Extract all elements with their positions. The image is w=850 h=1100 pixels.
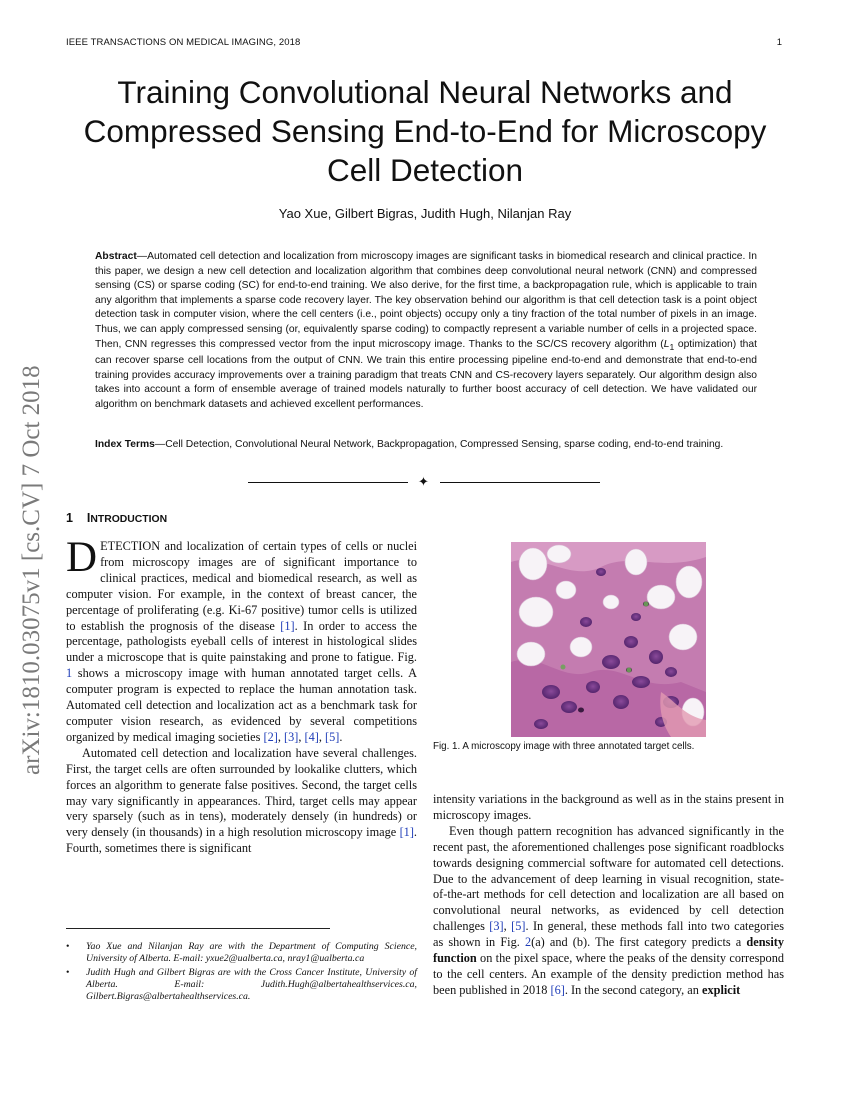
abstract — [95, 250, 757, 413]
p4-text-d: on the pixel space, where the peaks of the density correspond to the cell centers. An example of the density prediction method has been published in 2018 — [433, 951, 784, 997]
math-l: L — [663, 338, 670, 350]
index-terms — [95, 438, 757, 453]
citation-link[interactable]: [2] — [263, 729, 278, 744]
p4-text-c: (a) and (b). The first category predicts a — [531, 935, 747, 950]
citation-link[interactable]: [3] — [489, 919, 504, 934]
footnote-text: Judith Hugh and Gilbert Bigras are with the Cross Cancer Institute, University of Alberta. E-mail: Judith.Hugh@albertahealthservices.ca, Gilbert.Bigras@albertahealthservices.ca. — [86, 967, 417, 1003]
figure-1-caption: Fig. 1. A microscopy image with three annotated target cells. — [433, 741, 695, 752]
arxiv-stamp[interactable]: arXiv:1810.03075v1 [cs.CV] 7 Oct 2018 — [18, 365, 45, 775]
section-separator — [248, 476, 600, 488]
citation-link[interactable]: [1] — [280, 618, 295, 633]
intro-paragraph-1: DETECTION and localization of certain types of cells or nuclei from microscopy images are of significant importance to clinical practices, medical and biomedical research, as well as computer vision. For example, in the context of breast cancer, the percentage of proliferating (e.g. Ki-67 positive) tumor cells is utilized to establish the prognosis of the disease [1]. In order to access the percentage, pathologists eyeball cells of interest in histological slides under a microscope that is quite painstaking and prone to fatigue. Fig. 1 shows a microscopy image with human annotated target cells. A computer program is expected to replace the human annotation task. Automated cell detection and localization act as a benchmark task for computer vision research, as evidenced by several competitions organized by medical imaging societies [2], [3], [4], [5]. — [66, 534, 418, 744]
footnote-item — [66, 967, 417, 1003]
citation-link[interactable]: [5] — [325, 729, 340, 744]
intro-paragraph-2 — [66, 746, 417, 857]
citation-link[interactable]: [1] — [399, 825, 414, 840]
index-terms-label: Index Terms — [95, 439, 155, 450]
running-head: IEEE TRANSACTIONS ON MEDICAL IMAGING, 2018 — [66, 37, 301, 48]
page-number: 1 — [776, 37, 782, 48]
dropcap: D — [66, 534, 98, 581]
footnotes — [66, 941, 417, 1005]
citation-link[interactable]: [4] — [304, 729, 319, 744]
left-column — [66, 534, 418, 857]
author-list: Yao Xue, Gilbert Bigras, Judith Hugh, Nilanjan Ray — [278, 206, 572, 221]
section-heading — [66, 511, 167, 525]
right-column — [433, 792, 784, 999]
p2-text-a: Automated cell detection and localization have several challenges. First, the target cells are often surrounded by lookalike clutters, which forces an algorithm to generate false positives. Second, the target cells may vary significantly in appearances. Third, target cells may appear very sparsely (such as in tens), moderately densely (in hundreds) or very densely (in thousands) in a high resolution microscopy image — [66, 745, 417, 840]
figure-link[interactable]: 2 — [524, 935, 532, 950]
bullet-icon: • — [66, 967, 70, 979]
citation-link[interactable]: [3] — [284, 729, 299, 744]
bold-term: density function — [433, 935, 784, 966]
index-terms-text: —Cell Detection, Convolutional Neural Network, Backpropagation, Compressed Sensing, sparse coding, end-to-end training. — [154, 439, 724, 450]
figure-1-image — [511, 542, 706, 737]
bullet-icon: • — [66, 941, 70, 952]
p1-text-c: shows a microscopy image with human annotated target cells. A computer program is expected to replace the human annotation task. Automated cell detection and localization act as a benchmark task for computer vision research, as evidenced by several competitions organized by medical imaging societies — [66, 666, 417, 744]
separator-line-right — [440, 482, 600, 483]
footnote-item — [66, 941, 417, 965]
abstract-text-2: optimization) that can recover sparse cell locations from the output of CNN. We train this entire processing pipeline end-to-end and demonstrate that end-to-end training provides accuracy improvements over a training paradigm that treats CNN and CS-recovery layers separately. Our algorithm design also takes into account a form of ensemble average of trained models naturally to further boost accuracy of cell detection. We have validated our algorithm on benchmark datasets and achieved excellent performances. — [95, 338, 757, 410]
separator-line-left — [248, 482, 408, 483]
diamond-icon: ✦ — [418, 474, 429, 489]
citation-link[interactable]: [6] — [550, 982, 565, 997]
section-number: 1 — [66, 511, 73, 525]
figure-link[interactable]: 1 — [66, 666, 73, 681]
math-subscript: 1 — [669, 341, 675, 352]
section-title-rest: NTRODUCTION — [90, 514, 168, 525]
footnote-rule — [66, 928, 330, 929]
paper-title: Training Convolutional Neural Networks and Compressed Sensing End-to-End for Microscopy Cell Detection — [83, 74, 767, 188]
p1-text-b: . In order to access the percentage, pathologists eyeball cells of interest in histological slides under a microscope that is quite painstaking and prone to fatigue. Fig. — [66, 618, 418, 665]
p4-text-e: . In the second category, an — [564, 982, 702, 997]
intro-paragraph-3: intensity variations in the background as well as in the stains present in microscopy images. — [433, 792, 784, 822]
citation-link[interactable]: [5] — [511, 919, 526, 934]
p4-text-a: Even though pattern recognition has advanced significantly in the recent past, the aforementioned challenges pose significant roadblocks towards designing commercial software for automated cell detections. Due to the advancement of deep learning in visual recognition, state-of-the-art methods for cell detection and localization are all based on convolutional neural networks, as evidenced by cell detection challenges — [433, 823, 784, 934]
section-title-initial: I — [86, 511, 91, 525]
p1-text-d: . — [339, 729, 343, 744]
p1-text-a: and localization of certain types of cells or nuclei from microscopy images are of significant importance to clinical practices, medical and biomedical research, as well as computer vision. For example, in the context of breast cancer, the percentage of proliferating (e.g. Ki-67 positive) tumor cells is utilized to establish the prognosis of the disease — [66, 539, 417, 633]
intro-paragraph-4: Even though pattern recognition has advanced significantly in the recent past, the aforementioned challenges pose significant roadblocks towards designing commercial software for automated cell detections. Due to the advancement of deep learning in visual recognition, state-of-the-art methods for cell detection and localization are all based on convolutional neural networks, as evidenced by cell detection challenges [3], [5]. In general, these methods fall into two categories as shown in Fig. 2(a) and (b). The first category predicts a density function on the pixel space, where the peaks of the density correspond to the cell centers. An example of the density prediction method has been published in 2018 [6]. In the second category, an explicit — [433, 823, 784, 997]
footnote-text: Yao Xue and Nilanjan Ray are with the Department of Computing Science, University of Alberta. E-mail: yxue2@ualberta.ca, nray1@ualberta.ca — [86, 941, 417, 965]
bold-term: explicit — [702, 982, 741, 997]
abstract-text-1: —Automated cell detection and localization from microscopy images are significant tasks in biomedical research and clinical practice. In this paper, we design a new cell detection and localization algorithm that combines deep convolutional neural network (CNN) and compressed sensing (CS) or sparse coding (SC) for end-to-end training. We also derive, for the first time, a backpropagation rule, which is applicable to train any algorithm that implements a sparse code recovery layer. The key observation behind our algorithm is that cell detection task is a point object detection task in computer vision, where the cell centers (i.e., point objects) occupy only a tiny fraction of the total number of pixels in an image. Thus, we can apply compressed sensing (or, equivalently sparse coding) to compactly represent a variable number of cells in a projected space. Then, CNN regresses this compressed vector from the input microscopy image. Thanks to the SC/CS recovery algorithm ( — [95, 251, 757, 350]
smallcaps-word: ETECTION — [100, 539, 161, 553]
p2-text-b: . Fourth, sometimes there is significant — [66, 825, 417, 856]
abstract-label: Abstract — [95, 251, 137, 262]
p4-text-b: . In general, these methods fall into two categories as shown in Fig. — [433, 919, 784, 950]
microscopy-image-icon — [511, 542, 706, 737]
